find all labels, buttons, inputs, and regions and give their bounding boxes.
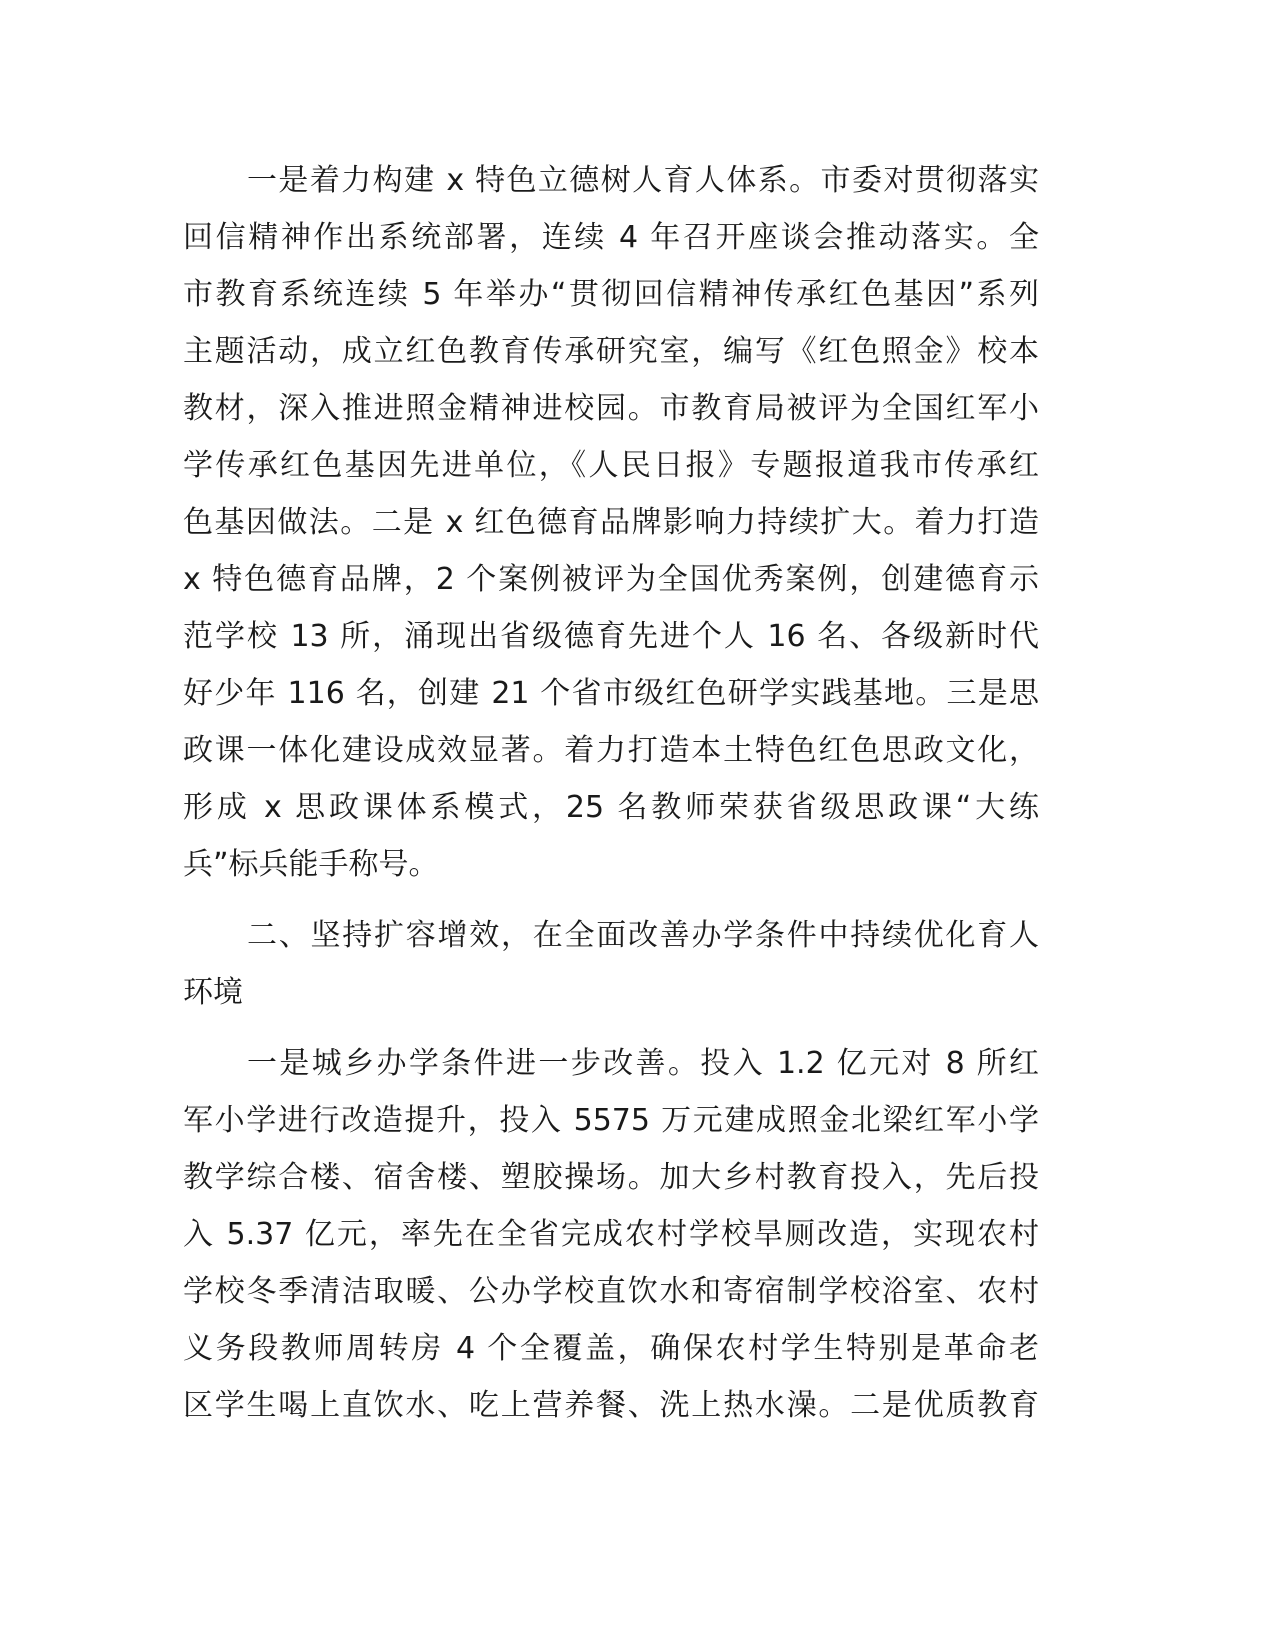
heading-line: 二、坚持扩容增效，在全面改善办学条件中持续优化育人 bbox=[247, 918, 1039, 953]
text-line: 教材，深入推进照金精神进校园。市教育局被评为全国红军小 bbox=[183, 391, 1039, 426]
text-line: 好少年 116 名，创建 21 个省市级红色研学实践基地。三是思 bbox=[183, 676, 1039, 711]
text-line: 兵”标兵能手称号。 bbox=[183, 847, 439, 882]
text-line: 义务段教师周转房 4 个全覆盖，确保农村学生特别是革命老 bbox=[183, 1331, 1039, 1366]
paragraph-spacing bbox=[183, 1021, 1039, 1035]
text-line: 一是着力构建 x 特色立德树人育人体系。市委对贯彻落实 bbox=[247, 163, 1039, 198]
text-line: 色基因做法。二是 x 红色德育品牌影响力持续扩大。着力打造 bbox=[183, 505, 1039, 540]
text-line: 范学校 13 所，涌现出省级德育先进个人 16 名、各级新时代 bbox=[183, 619, 1039, 654]
text-line: 区学生喝上直饮水、吃上营养餐、洗上热水澡。二是优质教育 bbox=[183, 1388, 1039, 1423]
text-line: 主题活动，成立红色教育传承研究室，编写《红色照金》校本 bbox=[183, 334, 1039, 369]
text-line: 形成 x 思政课体系模式，25 名教师荣获省级思政课“大练 bbox=[183, 790, 1039, 825]
paragraph bbox=[183, 1035, 1039, 1434]
section-heading bbox=[183, 907, 1039, 1021]
text-line: 教学综合楼、宿舍楼、塑胶操场。加大乡村教育投入，先后投 bbox=[183, 1160, 1039, 1195]
text-line: 军小学进行改造提升，投入 5575 万元建成照金北梁红军小学 bbox=[183, 1103, 1039, 1138]
text-line: 政课一体化建设成效显著。着力打造本土特色红色思政文化， bbox=[183, 733, 1039, 768]
paragraph bbox=[183, 152, 1039, 893]
heading-line: 环境 bbox=[183, 975, 243, 1010]
text-line: 一是城乡办学条件进一步改善。投入 1.2 亿元对 8 所红 bbox=[247, 1046, 1039, 1081]
text-line: 学校冬季清洁取暖、公办学校直饮水和寄宿制学校浴室、农村 bbox=[183, 1274, 1039, 1309]
paragraph-spacing bbox=[183, 893, 1039, 907]
text-line: 回信精神作出系统部署，连续 4 年召开座谈会推动落实。全 bbox=[183, 220, 1039, 255]
text-line: x 特色德育品牌，2 个案例被评为全国优秀案例，创建德育示 bbox=[183, 562, 1039, 597]
text-line: 入 5.37 亿元，率先在全省完成农村学校旱厕改造，实现农村 bbox=[183, 1217, 1039, 1252]
document-body bbox=[183, 152, 1039, 1434]
text-line: 市教育系统连续 5 年举办“贯彻回信精神传承红色基因”系列 bbox=[183, 277, 1039, 312]
text-line: 学传承红色基因先进单位，《人民日报》专题报道我市传承红 bbox=[183, 448, 1039, 483]
